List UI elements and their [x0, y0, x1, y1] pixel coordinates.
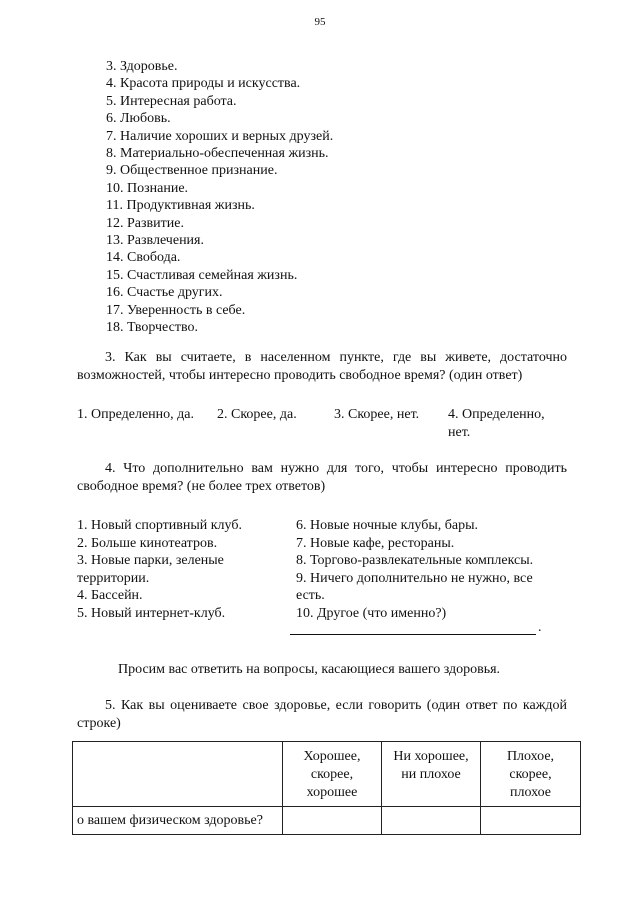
- q4-option: 5. Новый интернет-клуб.: [77, 605, 226, 621]
- table-header-row: [73, 742, 581, 807]
- other-answer-line[interactable]: [290, 634, 536, 635]
- q3-option-1: 1. Определенно, да.: [77, 407, 194, 422]
- q4-option: 8. Торгово-развлекательные комплексы.: [296, 553, 534, 568]
- question-4-text: 4. Что дополнительно вам нужно для того, чтобы интересно проводить свободное время? (не более трех ответов): [77, 461, 567, 494]
- list-item: 6. Любовь.: [106, 111, 171, 127]
- page-number: 95: [314, 16, 326, 28]
- q4-option: 9. Ничего дополнительно не нужно, все: [296, 570, 533, 586]
- answer-cell-neutral[interactable]: [382, 807, 481, 835]
- values-list: [106, 58, 333, 337]
- table-row: [73, 807, 581, 835]
- list-item: 12. Развитие.: [106, 215, 184, 231]
- list-item: 5. Интересная работа.: [106, 93, 237, 109]
- q4-option: 4. Бассейн.: [77, 588, 143, 603]
- q4-option: 6. Новые ночные клубы, бары.: [296, 518, 478, 533]
- health-table: [72, 741, 581, 835]
- q4-option: 1. Новый спортивный клуб.: [77, 518, 242, 533]
- row-label-physical-health: о вашем физическом здоровье?: [73, 807, 283, 835]
- q4-option: 3. Новые парки, зеленые: [77, 553, 224, 568]
- q4-option: территории.: [77, 570, 150, 586]
- question-4: [77, 460, 567, 496]
- question-3-text: 3. Как вы считаете, в населенном пункте, где вы живете, достаточно возможностей, чтобы интересно проводить свободное время? (один ответ): [77, 350, 567, 383]
- answer-cell-bad[interactable]: [481, 807, 581, 835]
- list-item: 10. Познание.: [106, 180, 189, 196]
- q4-option: 2. Больше кинотеатров.: [77, 535, 218, 551]
- answer-cell-good[interactable]: [283, 807, 382, 835]
- q4-option: есть.: [296, 588, 325, 603]
- question-5-text: 5. Как вы оцениваете свое здоровье, если говорить (один ответ по каждой строке): [77, 698, 567, 731]
- other-answer-period: .: [538, 620, 542, 635]
- question-5: [77, 697, 567, 733]
- list-item: 8. Материально-обеспеченная жизнь.: [106, 146, 329, 162]
- list-item: 15. Счастливая семейная жизнь.: [106, 267, 298, 283]
- list-item: 9. Общественное признание.: [106, 163, 278, 179]
- q3-option-3: 3. Скорее, нет.: [334, 407, 420, 422]
- list-item: 7. Наличие хороших и верных друзей.: [106, 128, 334, 144]
- list-item: 11. Продуктивная жизнь.: [106, 198, 255, 214]
- q4-options-right: [296, 517, 533, 622]
- table-header-bad: Плохое, скорее, плохое: [481, 742, 581, 807]
- list-item: 14. Свобода.: [106, 250, 181, 266]
- q4-option: 7. Новые кафе, рестораны.: [296, 535, 455, 551]
- list-item: 18. Творчество.: [106, 320, 198, 336]
- q3-option-4-cont: нет.: [448, 425, 471, 440]
- q3-option-4: 4. Определенно,: [448, 407, 545, 422]
- table-header-neutral: Ни хорошее, ни плохое: [382, 742, 481, 807]
- table-header-good: Хорошее, скорее, хорошее: [283, 742, 382, 807]
- q3-option-2: 2. Скорее, да.: [217, 407, 297, 422]
- q4-options-left: [77, 517, 242, 622]
- q4-option: 10. Другое (что именно?): [296, 605, 447, 621]
- list-item: 3. Здоровье.: [106, 59, 178, 74]
- list-item: 17. Уверенность в себе.: [106, 302, 246, 318]
- question-3: [77, 349, 567, 385]
- list-item: 13. Развлечения.: [106, 233, 204, 249]
- table-header-empty: [73, 742, 283, 807]
- list-item: 4. Красота природы и искусства.: [106, 76, 301, 92]
- list-item: 16. Счастье других.: [106, 285, 223, 301]
- health-intro: Просим вас ответить на вопросы, касающиеся вашего здоровья.: [118, 662, 501, 677]
